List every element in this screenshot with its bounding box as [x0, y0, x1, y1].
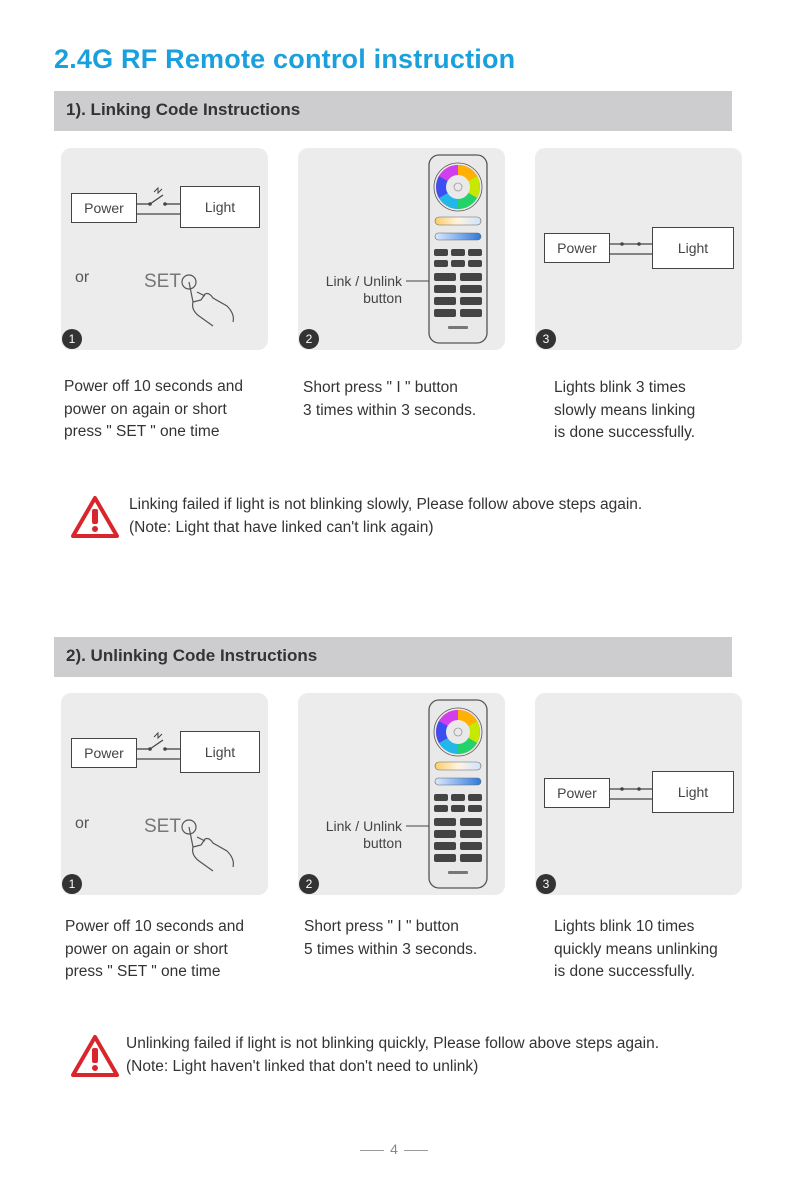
step3-description: Lights blink 10 times quickly means unlinking is done successfully. — [554, 918, 718, 980]
link-unlink-label: Link / Unlink button — [325, 818, 402, 851]
closed-wiring — [535, 693, 742, 895]
step-number-badge: 1 — [62, 329, 82, 349]
diagram-panel-step1 — [61, 148, 268, 350]
warning-icon — [70, 495, 120, 539]
diagram-panel-step3 — [535, 148, 742, 350]
light-box: Light — [652, 771, 734, 813]
hand-press-icon — [179, 272, 249, 332]
warning-text: Linking failed if light is not blinking slowly, Please follow above steps again. (Note: Light that have linked can't link again) — [129, 496, 643, 536]
step1-description: Power off 10 seconds and power on again or short press " SET " one time — [65, 918, 244, 980]
light-box: Light — [180, 186, 260, 228]
section-heading: 2). Unlinking Code Instructions — [66, 646, 318, 665]
step-number-badge: 2 — [299, 874, 319, 894]
closed-wiring — [535, 148, 742, 350]
or-label: or — [75, 269, 90, 286]
power-box: Power — [544, 233, 610, 263]
diagram-panel-step3 — [535, 693, 742, 895]
section-heading: 1). Linking Code Instructions — [66, 100, 301, 119]
set-label: SET — [144, 816, 181, 837]
page-number: 4 — [0, 1141, 788, 1157]
light-box: Light — [652, 227, 734, 269]
light-box: Light — [180, 731, 260, 773]
link-unlink-label: Link / Unlink button — [325, 273, 402, 306]
power-box: Power — [71, 738, 137, 768]
or-label: or — [75, 815, 90, 832]
step2-description: Short press " I " button 3 times within 3 seconds. — [303, 379, 477, 419]
section-header-linking — [54, 91, 732, 131]
step-number-badge: 3 — [536, 329, 556, 349]
step3-description: Lights blink 3 times slowly means linking is done successfully. — [554, 379, 696, 441]
step2-description: Short press " I " button 5 times within 3 seconds. — [304, 918, 478, 958]
page-title: 2.4G RF Remote control instruction — [54, 44, 516, 74]
step1-description: Power off 10 seconds and power on again or short press " SET " one time — [64, 378, 243, 440]
power-box: Power — [71, 193, 137, 223]
step-number-badge: 3 — [536, 874, 556, 894]
hand-press-icon — [179, 817, 249, 877]
warning-icon — [70, 1034, 120, 1078]
remote-control-icon — [428, 154, 488, 344]
step-number-badge: 1 — [62, 874, 82, 894]
diagram-panel-step1 — [61, 693, 268, 895]
remote-control-icon — [428, 699, 488, 889]
warning-text: Unlinking failed if light is not blinking quickly, Please follow above steps again. (Note: Light haven't linked that don't need to unlink) — [126, 1035, 660, 1075]
diagram-panel-step2 — [298, 148, 505, 350]
step-number-badge: 2 — [299, 329, 319, 349]
set-label: SET — [144, 271, 181, 292]
diagram-panel-step2 — [298, 693, 505, 895]
power-box: Power — [544, 778, 610, 808]
section-header-unlinking — [54, 637, 732, 677]
